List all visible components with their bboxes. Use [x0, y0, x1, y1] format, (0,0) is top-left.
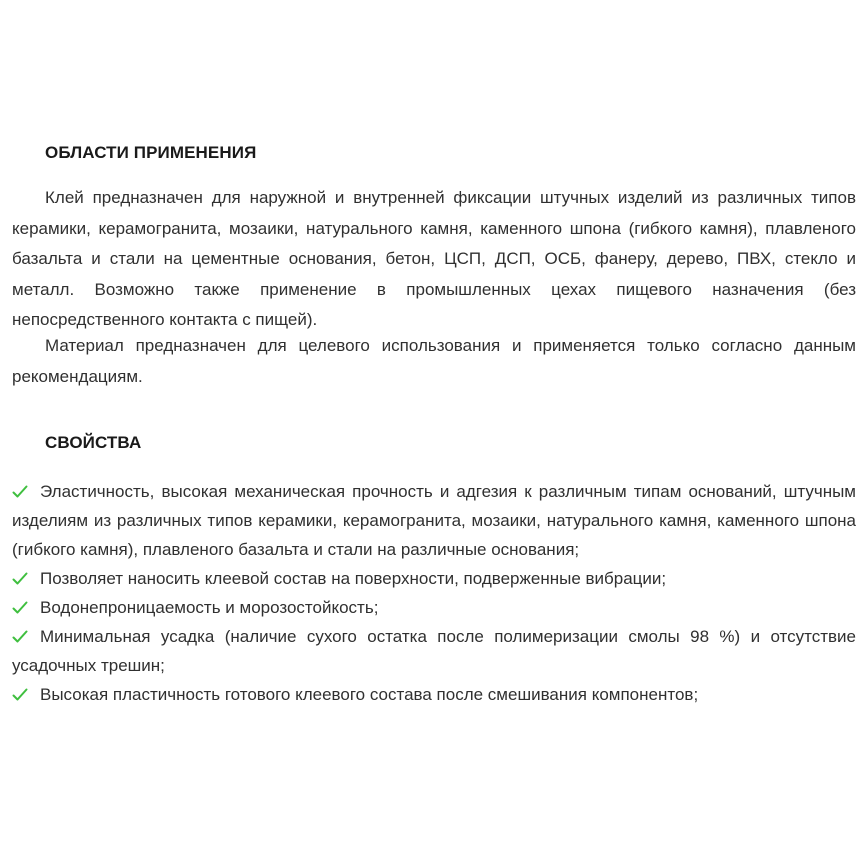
- property-item-text: Высокая пластичность готового клеевого состава после смешивания компонентов;: [40, 685, 699, 704]
- property-item-text: Минимальная усадка (наличие сухого остатка после полимеризации смолы 98 %) и отсутствие усадочных трешин;: [12, 627, 856, 675]
- check-icon: [12, 630, 30, 644]
- property-item-text: Водонепроницаемость и морозостойкость;: [40, 598, 379, 617]
- property-item: [12, 593, 856, 622]
- section-heading-application: ОБЛАСТИ ПРИМЕНЕНИЯ: [45, 143, 257, 162]
- property-item: [12, 477, 856, 564]
- check-icon: [12, 572, 30, 586]
- application-paragraph-2: Материал предназначен для целевого использования и применяется только согласно данным рекомендациям.: [12, 336, 856, 386]
- check-icon: [12, 688, 30, 702]
- application-paragraph-1: Клей предназначен для наружной и внутренней фиксации штучных изделий из различных типов керамики, керамогранита, мозаики, натурального камня, каменного шпона (гибкого камня), плавленого базальта и стали на цементные основания, бетон, ЦСП, ДСП, ОСБ, фанеру, дерево, ПВХ, стекло и металл. Возможно также применение в промышленных цехах пищевого назначения (без непосредственного контакта с пищей).: [12, 188, 856, 329]
- check-icon: [12, 485, 30, 499]
- section-heading-properties: СВОЙСТВА: [45, 433, 142, 452]
- property-item: [12, 680, 856, 709]
- property-item: [12, 622, 856, 680]
- property-item-text: Позволяет наносить клеевой состав на поверхности, подверженные вибрации;: [40, 569, 667, 588]
- property-item: [12, 564, 856, 593]
- check-icon: [12, 601, 30, 615]
- property-item-text: Эластичность, высокая механическая прочность и адгезия к различным типам оснований, штучным изделиям из различных типов керамики, керамогранита, мозаики, натурального камня, каменного шпона (гибкого камня), плавленого базальта и стали на различные основания;: [12, 482, 856, 559]
- properties-list: [12, 477, 856, 709]
